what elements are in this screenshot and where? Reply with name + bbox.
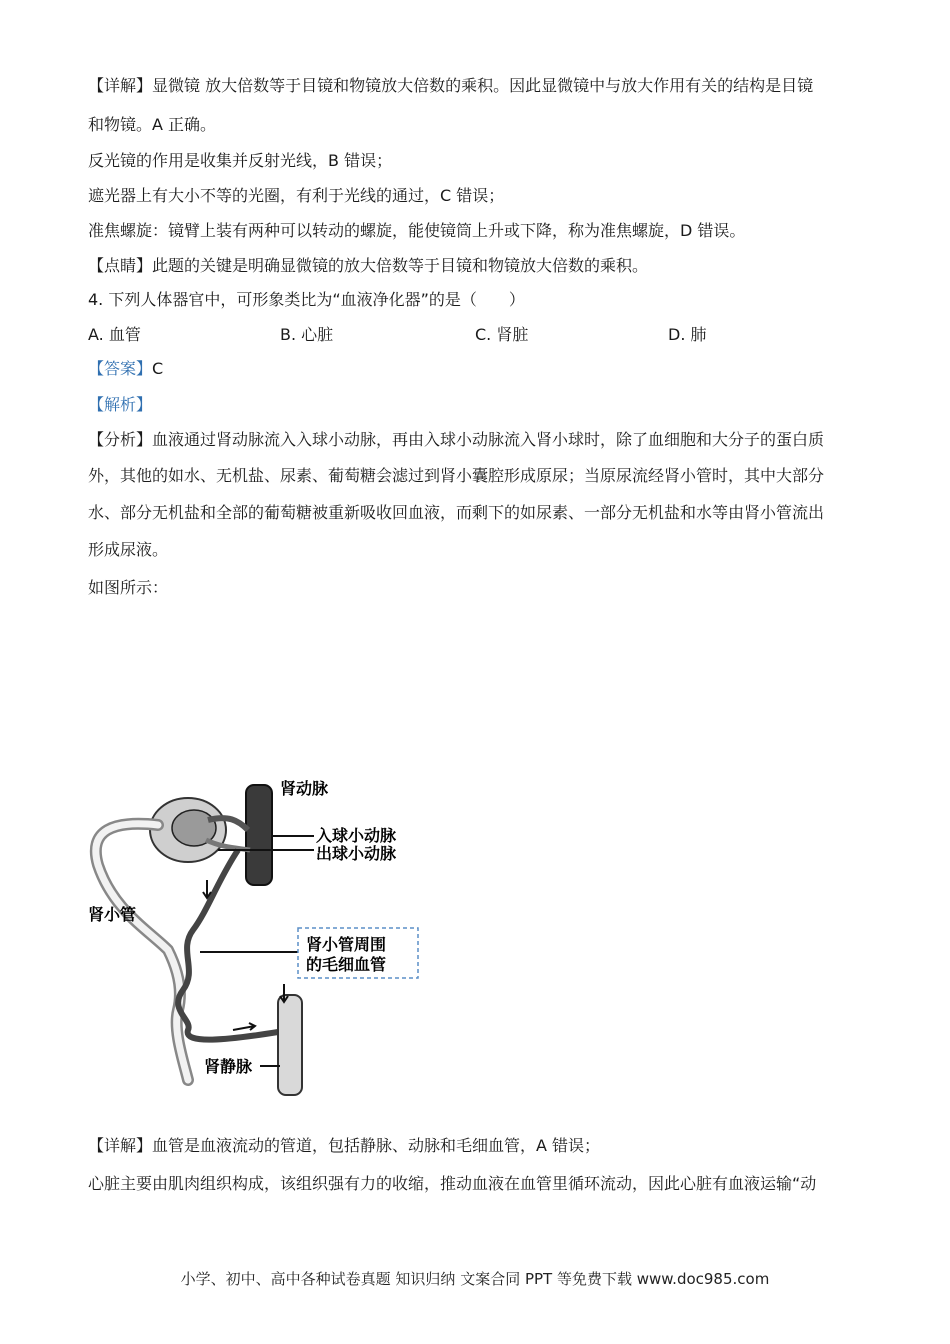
option-b: B. 心脏: [280, 325, 334, 344]
question-4: 4. 下列人体器官中，可形象类比为“血液净化器”的是（ ）: [88, 290, 525, 309]
answer-line: [88, 358, 163, 380]
label-renal-vein: 肾静脉: [204, 1057, 253, 1076]
arrow-icon: [280, 984, 288, 1002]
page-footer: 小学、初中、高中各种试卷真题 知识归纳 文案合同 PPT 等免费下载 www.doc985.com: [180, 1270, 770, 1288]
analysis-line: 外，其他的如水、无机盐、尿素、葡萄糖会滤过到肾小囊腔形成原尿；当原尿流经肾小管时，其中大部分: [88, 466, 825, 485]
analysis-line: 【分析】血液通过肾动脉流入入球小动脉，再由入球小动脉流入肾小球时，除了血细胞和大分子的蛋白质: [88, 430, 825, 449]
label-renal-tubule: 肾小管: [88, 905, 137, 924]
text-line: 准焦螺旋：镜臂上装有两种可以转动的螺旋，能使镜筒上升或下降，称为准焦螺旋，D 错误。: [88, 221, 746, 240]
text-line: 遮光器上有大小不等的光圈，有利于光线的通过，C 错误；: [88, 186, 505, 205]
label-efferent-arteriole: 出球小动脉: [316, 844, 397, 863]
answer-label: 【答案】: [88, 359, 153, 378]
label-capillary-line2: 的毛细血管: [306, 955, 387, 974]
text-line: 【点睛】此题的关键是明确显微镜的放大倍数等于目镜和物镜放大倍数的乘积。: [88, 256, 649, 275]
option-a: A. 血管: [88, 325, 141, 344]
text-line: 和物镜。A 正确。: [88, 115, 217, 134]
analysis-line: 形成尿液。: [88, 540, 169, 559]
renal-tubule: [96, 824, 188, 1080]
option-c: C. 肾脏: [475, 325, 529, 344]
arrow-icon: [203, 880, 211, 898]
answer-value: C: [152, 359, 164, 378]
label-afferent-arteriole: 入球小动脉: [316, 826, 397, 845]
text-line: 反光镜的作用是收集并反射光线，B 错误；: [88, 151, 393, 170]
arrow-icon: [233, 1023, 255, 1030]
nephron-diagram: [88, 770, 428, 1100]
analysis-line: 如图所示：: [88, 578, 169, 597]
detail-line: 心脏主要由肌肉组织构成，该组织强有力的收缩，推动血液在血管里循环流动，因此心脏有血液运输“动: [88, 1174, 817, 1193]
analysis-label: 【解析】: [88, 395, 153, 414]
renal-vein-vessel: [278, 995, 302, 1095]
label-capillary-line1: 肾小管周围: [306, 935, 387, 954]
text-line: 【详解】显微镜 放大倍数等于目镜和物镜放大倍数的乘积。因此显微镜中与放大作用有关的结构是目镜: [88, 76, 814, 95]
option-d: D. 肺: [668, 325, 707, 344]
detail-line: 【详解】血管是血液流动的管道，包括静脉、动脉和毛细血管，A 错误；: [88, 1136, 601, 1155]
analysis-line: 水、部分无机盐和全部的葡萄糖被重新吸收回血液，而剩下的如尿素、一部分无机盐和水等由肾小管流出: [88, 503, 825, 522]
renal-artery-vessel: [246, 785, 272, 885]
label-renal-artery: 肾动脉: [280, 779, 329, 798]
